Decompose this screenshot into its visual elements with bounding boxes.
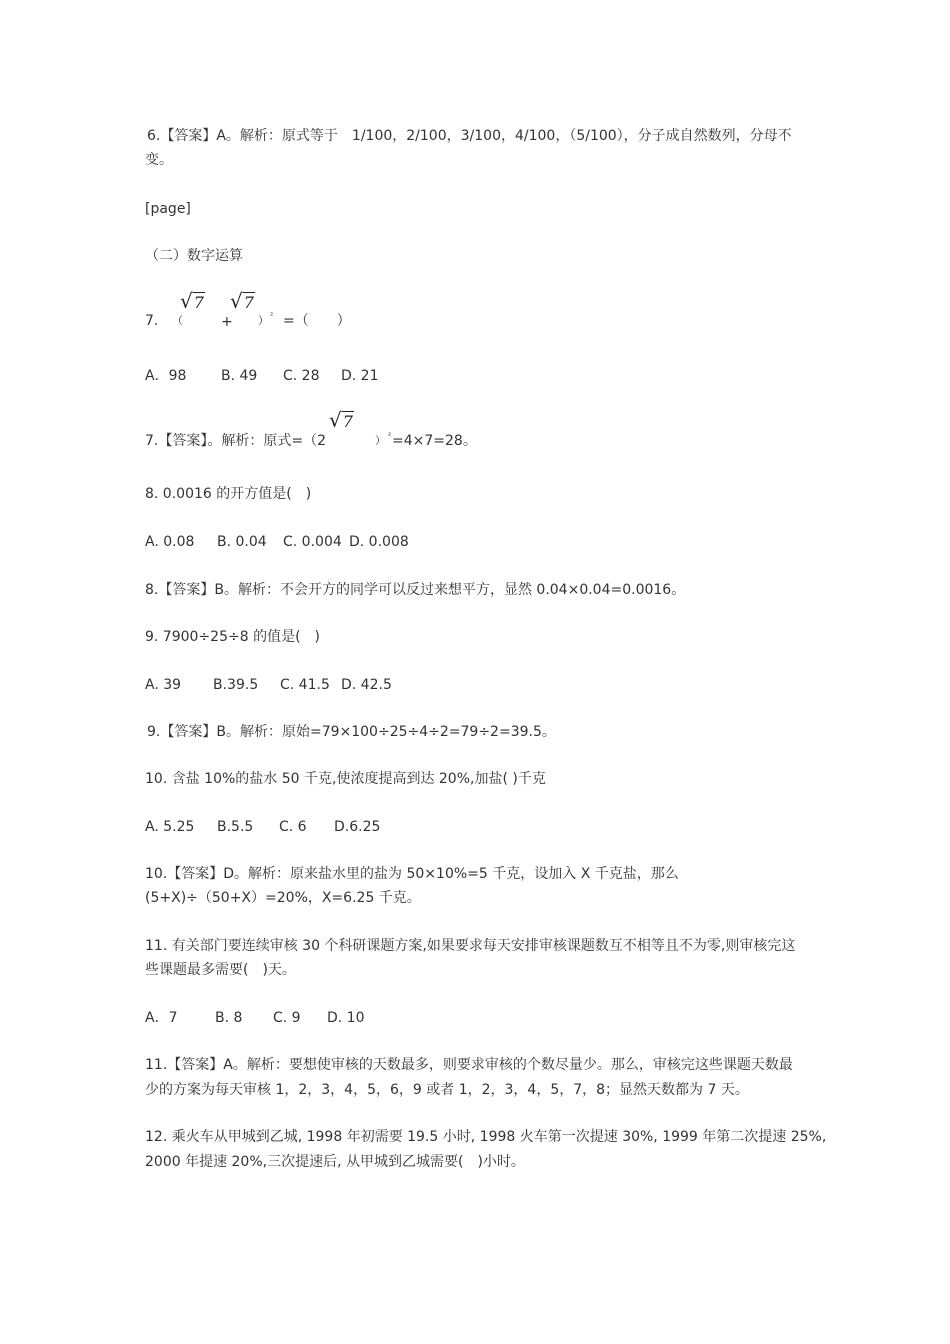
option-a: A．98 bbox=[145, 368, 187, 384]
sqrt-7-first bbox=[180, 289, 205, 313]
radical-sign: √ bbox=[230, 289, 243, 313]
q7-options bbox=[145, 364, 379, 388]
q11-options bbox=[145, 1006, 365, 1030]
option-a: A. 39 bbox=[145, 677, 182, 693]
option-b: B. 49 bbox=[221, 368, 258, 384]
q6-answer-line2: 变。 bbox=[145, 152, 173, 168]
sqrt-7-second bbox=[230, 289, 255, 313]
option-b: B. 0.04 bbox=[217, 534, 267, 550]
q11-answer-line1: 11.【答案】A。解析：要想使审核的天数最多，则要求审核的个数尽量少。那么，审核完这些课题天数最 bbox=[145, 1057, 793, 1073]
option-b: B.39.5 bbox=[213, 677, 259, 693]
q7-open-paren: （ bbox=[172, 314, 183, 327]
option-b: B.5.5 bbox=[217, 819, 254, 835]
section-title: （二）数字运算 bbox=[145, 248, 243, 264]
option-a: A. 5.25 bbox=[145, 819, 195, 835]
q7-answer-superscript: ² bbox=[388, 431, 392, 440]
q8-options bbox=[145, 530, 409, 554]
q10-answer-line2: (5+X)÷（50+X）=20%，X=6.25 千克。 bbox=[145, 890, 421, 906]
q9-options bbox=[145, 673, 392, 697]
q10-question: 10. 含盐 10%的盐水 50 千克,使浓度提高到达 20%,加盐( )千克 bbox=[145, 771, 546, 787]
q12-question-line2: 2000 年提速 20%,三次提速后, 从甲城到乙城需要( )小时。 bbox=[145, 1154, 525, 1170]
option-c: C. 6 bbox=[279, 819, 307, 835]
option-a: A. 0.08 bbox=[145, 534, 195, 550]
page-marker: [page] bbox=[145, 201, 191, 217]
radical-sign: √ bbox=[180, 289, 193, 313]
q7-close-paren: ） bbox=[258, 314, 269, 327]
option-a: A．7 bbox=[145, 1010, 178, 1026]
q9-answer: 9.【答案】B。解析：原始=79×100÷25÷4÷2=79÷2=39.5。 bbox=[147, 724, 556, 740]
q7-superscript: ² bbox=[270, 311, 274, 320]
q8-question: 8. 0.0016 的开方值是( ) bbox=[145, 486, 312, 502]
q10-answer-line1: 10.【答案】D。解析：原来盐水里的盐为 50×10%=5 千克，设加入 X 千克盐，那么 bbox=[145, 866, 679, 882]
q11-answer-line2: 少的方案为每天审核 1，2，3，4，5，6，9 或者 1，2，3，4，5，7，8；显然天数都为 7 天。 bbox=[145, 1082, 749, 1098]
sqrt-7-answer bbox=[329, 408, 354, 432]
option-c: C. 28 bbox=[283, 368, 320, 384]
q7-answer-prefix: 7.【答案】。解析：原式=（2 bbox=[145, 433, 326, 449]
q10-options bbox=[145, 815, 380, 839]
option-d: D.6.25 bbox=[334, 819, 381, 835]
radicand: 7 bbox=[243, 293, 254, 312]
option-d: D. 21 bbox=[341, 368, 379, 384]
q7-equals: =（ ） bbox=[283, 313, 351, 329]
option-d: D. 42.5 bbox=[341, 677, 392, 693]
q7-number: 7. bbox=[145, 313, 159, 329]
option-c: C. 9 bbox=[273, 1010, 301, 1026]
radicand: 7 bbox=[193, 293, 204, 312]
q7-answer-close-paren: ） bbox=[375, 434, 386, 447]
q11-question-line2: 些课题最多需要( )天。 bbox=[145, 962, 296, 978]
q7-answer-result: =4×7=28。 bbox=[392, 433, 477, 449]
option-c: C. 0.004 bbox=[283, 534, 342, 550]
q12-question-line1: 12. 乘火车从甲城到乙城, 1998 年初需要 19.5 小时, 1998 火车第一次提速 30%, 1999 年第二次提速 25%, bbox=[145, 1129, 827, 1145]
option-c: C. 41.5 bbox=[280, 677, 330, 693]
q6-answer-line1: 6.【答案】A。解析：原式等于 1/100，2/100，3/100，4/100，（5/100），分子成自然数列，分母不 bbox=[147, 128, 792, 144]
q9-question: 9. 7900÷25÷8 的值是( ) bbox=[145, 629, 320, 645]
q7-plus: + bbox=[221, 314, 233, 330]
option-d: D. 0.008 bbox=[349, 534, 409, 550]
option-d: D. 10 bbox=[327, 1010, 365, 1026]
q11-question-line1: 11. 有关部门要连续审核 30 个科研课题方案,如果要求每天安排审核课题数互不相等且不为零,则审核完这 bbox=[145, 938, 796, 954]
option-b: B. 8 bbox=[215, 1010, 243, 1026]
radical-sign: √ bbox=[329, 408, 342, 432]
q8-answer: 8.【答案】B。解析：不会开方的同学可以反过来想平方，显然 0.04×0.04=0.0016。 bbox=[145, 582, 686, 598]
radicand: 7 bbox=[342, 412, 353, 431]
